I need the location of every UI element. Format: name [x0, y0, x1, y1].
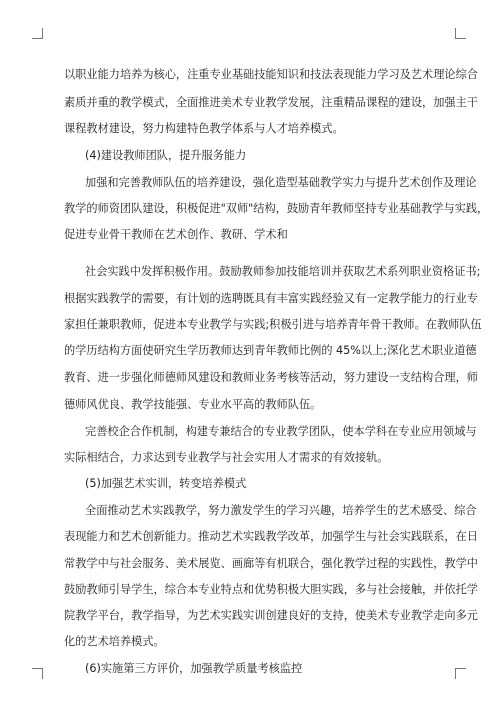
- text-line: 全面推动艺术实践教学，努力激发学生的学习兴趣，培养学生的艺术感受、综合: [85, 504, 477, 517]
- text-line: 根据实践教学的需要，有计划的选聘既具有丰富实践经验又有一定教学能力的行业专: [64, 292, 478, 305]
- text-line: 德师风优良、教学技能强、专业水平高的教师队伍。: [64, 398, 322, 411]
- text-line: 课程教材建设，努力构建特色教学体系与人才培养模式。: [64, 122, 344, 135]
- text-line: 教学的师资团队建设，积极促进"双师"结构，鼓励青年教师坚持专业基础教学与实践，: [64, 202, 489, 215]
- crop-mark-bottom-left: [32, 668, 43, 679]
- text-line: 促进专业骨干教师在艺术创作、教研、学术和: [64, 228, 288, 241]
- text-line: 院教学平台，教学指导，为艺术实践实训创建良好的支持，使美术专业教学走向多元: [64, 609, 478, 622]
- section-heading: (4)建设教师团队，提升服务能力: [85, 149, 247, 162]
- text-line: 常教学中与社会服务、美术展览、画廊等有机联合，强化教学过程的实践性，教学中: [64, 557, 478, 570]
- text-line: 化的艺术培养模式。: [64, 635, 165, 648]
- text-line: 家担任兼职教师，促进本专业教学与实践;积极引进与培养青年骨干教师。在教师队伍: [64, 318, 482, 331]
- text-line: 以职业能力培养为核心，注重专业基础技能知识和技法表现能力学习及艺术理论综合: [64, 68, 478, 81]
- section-heading: (5)加强艺术实训，转变培养模式: [85, 477, 247, 490]
- crop-mark-bottom-right: [455, 668, 466, 679]
- crop-mark-top-right: [455, 28, 466, 39]
- text-line: 教育、进一步强化师德师风建设和教师业务考核等活动，努力建设一支结构合理，师: [64, 371, 478, 384]
- text-line: 完善校企合作机制，构建专兼结合的专业教学团队，使本学科在专业应用领域与: [85, 425, 477, 438]
- text-line: 加强和完善教师队伍的培养建设，强化造型基础教学实力与提升艺术创作及理论: [85, 176, 477, 189]
- crop-mark-top-left: [32, 28, 43, 39]
- text-line: 社会实践中发挥积极作用。鼓励教师参加技能培训并获取艺术系列职业资格证书;: [85, 265, 481, 278]
- text-line: 素质并重的教学模式，全面推进美术专业教学发展，注重精品课程的建设，加强主干: [64, 96, 478, 109]
- text-line: 表现能力和艺术创新能力。推动艺术实践教学改革，加强学生与社会实践联系，在日: [64, 530, 478, 543]
- section-heading: (6)实施第三方评价，加强教学质量考核监控: [85, 662, 303, 675]
- text-line: 的学历结构方面使研究生学历教师达到青年教师比例的 45%以上;深化艺术职业道德: [64, 344, 477, 357]
- text-line: 实际相结合，力求达到专业教学与社会实用人才需求的有效接轨。: [64, 451, 389, 464]
- text-line: 鼓励教师引导学生，综合本专业特点和优势积极大胆实践，多与社会接触，并依托学: [64, 583, 478, 596]
